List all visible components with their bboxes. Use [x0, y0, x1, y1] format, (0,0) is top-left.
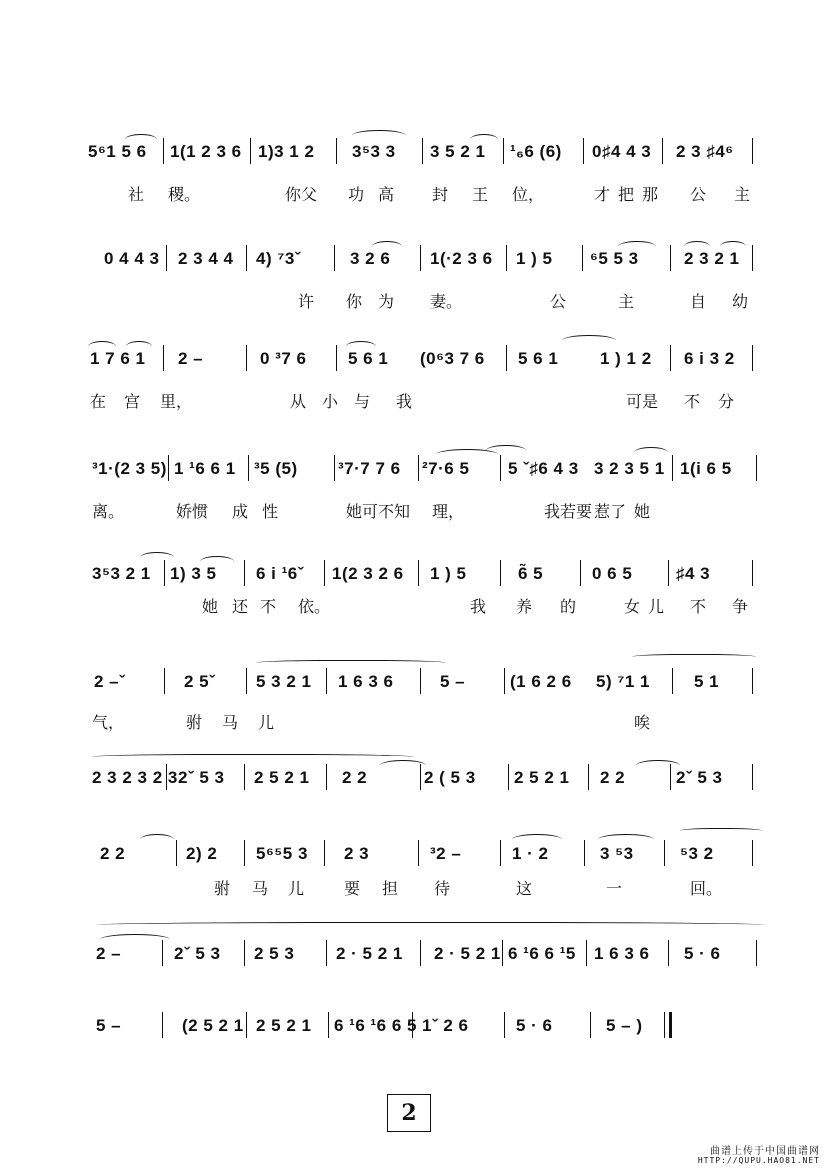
lyric: 不	[690, 597, 707, 616]
barline	[244, 940, 245, 966]
lyric: 她	[634, 502, 651, 521]
barline	[162, 1012, 163, 1038]
lyric: 担	[382, 879, 399, 898]
barline	[326, 668, 327, 694]
measure: 5 6 1	[518, 349, 559, 368]
measure: 6̃ 5	[518, 564, 544, 583]
lyrics-row	[0, 876, 826, 902]
lyric: 气，	[92, 713, 125, 732]
lyrics-row	[0, 289, 826, 315]
slur-mark	[562, 335, 616, 346]
measure: 6 ¹6 6 ¹5	[508, 944, 576, 963]
measure: 3⁵3 2 1	[92, 564, 151, 583]
slur-mark	[470, 134, 498, 145]
lyric: 公	[690, 185, 707, 204]
final-barline	[669, 1012, 672, 1038]
measure: 1(2 3 2 6	[332, 564, 404, 583]
barline	[250, 138, 251, 164]
barline	[590, 1012, 591, 1038]
lyric: 唉	[634, 713, 651, 732]
barline	[166, 764, 167, 790]
lyric: 儿	[648, 597, 665, 616]
barline	[418, 455, 419, 481]
barline	[336, 138, 337, 164]
measure: 2 5ˇ	[184, 672, 216, 691]
measure: 0♯4 4 3	[592, 142, 652, 161]
measure: ³7·7 7 6	[338, 459, 401, 478]
measure: ♯4 3	[676, 564, 711, 583]
measure: 2 –	[96, 944, 122, 963]
measure: 2 2	[100, 844, 126, 863]
lyric: 她	[202, 597, 219, 616]
barline	[756, 455, 757, 481]
measure: (1 6 2 6	[510, 672, 572, 691]
notation-row	[0, 455, 826, 485]
barline	[670, 245, 671, 271]
measure: (2 5 2 1	[182, 1016, 244, 1035]
lyric: 性	[262, 502, 279, 521]
measure: 1 ) 5	[430, 564, 467, 583]
measure: 5 – )	[606, 1016, 643, 1035]
measure: 1)3 1 2	[258, 142, 315, 161]
barline	[670, 345, 671, 371]
slur-mark	[372, 241, 402, 252]
lyric: 我	[396, 392, 413, 411]
lyric: 许	[298, 292, 315, 311]
slur-mark	[92, 754, 414, 761]
lyric: 这	[516, 879, 533, 898]
page-number-text: 2	[401, 1100, 417, 1126]
measure: 3 2 3 5 1	[594, 459, 665, 478]
lyric: 在	[90, 392, 107, 411]
measure: 2 3 2 1	[684, 249, 740, 268]
barline	[756, 940, 757, 966]
barline	[752, 245, 753, 271]
measure: 2 · 5 2 1	[336, 944, 403, 963]
barline	[672, 668, 673, 694]
measure: 2 5 2 1	[256, 1016, 312, 1035]
barline	[504, 668, 505, 694]
measure: 2 –	[178, 349, 204, 368]
barline	[176, 840, 177, 866]
lyric: 待	[434, 879, 451, 898]
lyric: 公	[550, 292, 567, 311]
barline	[244, 560, 245, 586]
lyric: 才	[594, 185, 611, 204]
barline	[672, 455, 673, 481]
barline	[324, 840, 325, 866]
barline	[752, 345, 753, 371]
measure: 1 7 6 1	[90, 349, 146, 368]
lyric: 封	[432, 185, 449, 204]
lyric: 你	[346, 292, 363, 311]
slur-mark	[140, 552, 174, 563]
slur-mark	[684, 241, 710, 252]
measure: ³5 (5)	[254, 459, 298, 478]
lyric: 女	[624, 597, 641, 616]
measure: (0⁶3 7 6	[420, 349, 485, 368]
lyric: 争	[732, 597, 749, 616]
slur-mark	[96, 922, 766, 929]
barline	[244, 840, 245, 866]
barline	[508, 764, 509, 790]
barline	[248, 455, 249, 481]
measure: 6 i ¹6ˇ	[256, 564, 304, 583]
lyric: 驸	[214, 879, 231, 898]
lyric: 可是	[626, 392, 659, 411]
measure: 5⁶1 5 6	[88, 142, 147, 161]
slur-mark	[598, 834, 654, 845]
measure: 2ˇ 5 3	[178, 768, 225, 787]
measure: 5 1	[694, 672, 720, 691]
barline	[668, 940, 669, 966]
measure: 2 2	[600, 768, 626, 787]
slur-mark	[126, 341, 152, 352]
lyric: 我若要	[544, 502, 593, 521]
lyric: 娇惯	[176, 502, 209, 521]
footer-url: HTTP://QUPU.HAO81.NET	[697, 1156, 820, 1165]
lyric: 马	[252, 879, 269, 898]
lyric: 我	[470, 597, 487, 616]
slur-mark	[680, 828, 762, 835]
lyric: 的	[560, 597, 577, 616]
barline	[246, 245, 247, 271]
measure: ³2 –	[430, 844, 462, 863]
lyric: 宫	[124, 392, 141, 411]
barline	[668, 560, 669, 586]
measure: 1 6 3 6	[338, 672, 394, 691]
measure: 1(1 2 3 6	[170, 142, 242, 161]
measure: 5 ˇ♯6 4 3	[508, 459, 579, 478]
barline	[422, 138, 423, 164]
lyric: 你父	[285, 185, 318, 204]
measure: 2ˇ 5 3	[174, 944, 221, 963]
measure: 0 6 5	[592, 564, 633, 583]
measure: 5 –	[96, 1016, 122, 1035]
measure: 3 5 2 1	[430, 142, 486, 161]
notation-row	[0, 764, 826, 794]
barline	[326, 940, 327, 966]
footer-credit: 曲谱上传于中国曲谱网	[710, 1146, 820, 1157]
measure: 2ˇ 5 3	[676, 768, 723, 787]
notation-row	[0, 245, 826, 275]
measure: 1(·2 3 6	[430, 249, 493, 268]
lyric: 里，	[160, 392, 193, 411]
barline	[752, 840, 753, 866]
measure: 2 3 ♯4⁶	[676, 142, 734, 161]
measure: ⁶5 5 3	[590, 249, 639, 268]
slur-mark	[352, 130, 406, 141]
barline	[500, 840, 501, 866]
measure: 2 5 3	[254, 944, 295, 963]
lyric: 那	[642, 185, 659, 204]
measure: 5 6 1	[348, 349, 389, 368]
slur-mark	[100, 934, 170, 945]
measure: 2 ( 5 3	[424, 768, 476, 787]
lyric: 惹了	[594, 502, 627, 521]
barline	[500, 560, 501, 586]
slur-mark	[618, 241, 656, 252]
measure: 3 2 6	[350, 249, 391, 268]
measure: 0 ³7 6	[260, 349, 307, 368]
notation-row	[0, 138, 826, 168]
measure: 1 ) 1 2	[600, 349, 652, 368]
measure: 0 4 4 3	[104, 249, 160, 268]
barline	[580, 560, 581, 586]
lyric: 不	[260, 597, 277, 616]
lyric: 分	[718, 392, 735, 411]
barline	[506, 345, 507, 371]
barline	[328, 1012, 329, 1038]
measure: 5 · 6	[684, 944, 721, 963]
lyric: 位，	[512, 185, 545, 204]
measure: 5⁶⁵5 3	[256, 844, 308, 863]
barline	[752, 668, 753, 694]
measure: 1ˇ 2 6	[422, 1016, 469, 1035]
measure: 2 3 2 3 2 3	[92, 768, 178, 787]
lyric: 儿	[288, 879, 305, 898]
barline	[412, 1012, 413, 1038]
slur-mark	[720, 241, 746, 252]
lyric: 主	[618, 292, 635, 311]
lyric: 驸	[186, 713, 203, 732]
lyric: 小	[322, 392, 339, 411]
lyric: 与	[354, 392, 371, 411]
slur-mark	[512, 834, 562, 845]
barline	[504, 1012, 505, 1038]
barline	[588, 764, 589, 790]
barline	[166, 245, 167, 271]
measure: ¹₆6 (6)	[510, 142, 562, 161]
barline	[582, 245, 583, 271]
measure: 2 3 4 4	[178, 249, 234, 268]
lyric: 幼	[732, 292, 749, 311]
barline	[662, 138, 663, 164]
page-number	[387, 1094, 431, 1132]
lyrics-row	[0, 594, 826, 620]
barline	[244, 764, 245, 790]
lyric: 养	[516, 597, 533, 616]
measure: 5 –	[440, 672, 466, 691]
measure: 3⁵3 3	[352, 142, 396, 161]
slur-mark	[636, 760, 680, 771]
barline	[163, 345, 164, 371]
lyric: 主	[734, 185, 751, 204]
notation-row	[0, 940, 826, 970]
lyric: 依。	[298, 597, 331, 616]
measure: 1) 3 5	[170, 564, 217, 583]
measure: 1 · 2	[512, 844, 549, 863]
measure: 1 ¹6 6 1	[174, 459, 236, 478]
measure: 2 –ˇ	[94, 672, 126, 691]
barline	[502, 940, 503, 966]
barline	[324, 560, 325, 586]
barline	[752, 764, 753, 790]
lyric: 马	[222, 713, 239, 732]
slur-mark	[88, 341, 116, 352]
measure: 5) ⁷1 1	[596, 672, 650, 691]
barline	[418, 840, 419, 866]
barline	[334, 245, 335, 271]
barline	[334, 455, 335, 481]
lyric: 为	[378, 292, 395, 311]
measure: ³1·(2 3 5)	[92, 459, 167, 478]
barline	[168, 455, 169, 481]
slur-mark	[140, 834, 174, 845]
barline	[246, 1012, 247, 1038]
lyric: 功	[348, 185, 365, 204]
notation-row	[0, 345, 826, 375]
lyric: 要	[344, 879, 361, 898]
measure: ⁵3 2	[680, 844, 714, 863]
lyrics-row	[0, 499, 826, 525]
lyric: 高	[378, 185, 395, 204]
measure: 6 i 3 2	[684, 349, 735, 368]
barline	[584, 840, 585, 866]
barline	[664, 1012, 665, 1038]
barline	[420, 668, 421, 694]
measure: 2 · 5 2 1	[434, 944, 501, 963]
measure: 5 · 6	[516, 1016, 553, 1035]
measure: 5 3 2 1	[256, 672, 312, 691]
barline	[246, 668, 247, 694]
measure: 4) ⁷3ˇ	[256, 249, 301, 268]
barline	[752, 138, 753, 164]
lyric: 从	[290, 392, 307, 411]
barline	[586, 940, 587, 966]
lyrics-row	[0, 710, 826, 736]
measure: 2 5 2 1	[514, 768, 570, 787]
barline	[506, 245, 507, 271]
notation-row	[0, 668, 826, 698]
lyric: 稷。	[168, 185, 201, 204]
measure: ²7·6 5	[422, 459, 470, 478]
measure: 2 5 2 1	[254, 768, 310, 787]
notation-row	[0, 560, 826, 590]
lyric: 不	[684, 392, 701, 411]
barline	[326, 764, 327, 790]
lyric: 她可不知	[346, 502, 411, 521]
lyric: 妻。	[430, 292, 463, 311]
lyrics-row	[0, 389, 826, 415]
measure: 1 ) 5	[516, 249, 553, 268]
lyric: 儿	[258, 713, 275, 732]
slur-mark	[256, 660, 446, 667]
lyric: 理，	[432, 502, 465, 521]
barline	[164, 668, 165, 694]
barline	[420, 245, 421, 271]
lyric: 成	[232, 502, 249, 521]
barline	[752, 560, 753, 586]
lyric: 把	[618, 185, 635, 204]
barline	[420, 940, 421, 966]
lyric: 社	[128, 185, 145, 204]
barline	[500, 455, 501, 481]
lyric: 回。	[690, 879, 723, 898]
measure: 6 ¹6 ¹6 6 5	[334, 1016, 417, 1035]
barline	[246, 345, 247, 371]
slur-mark	[346, 341, 376, 352]
measure: 2) 2	[186, 844, 218, 863]
barline	[583, 138, 584, 164]
barline	[418, 560, 419, 586]
barline	[163, 138, 164, 164]
slur-mark	[632, 654, 756, 661]
lyric: 一	[606, 879, 623, 898]
slur-mark	[200, 556, 234, 567]
slur-mark	[125, 134, 157, 145]
measure: 3 ⁵3	[600, 844, 634, 863]
notation-row	[0, 840, 826, 870]
measure: 2 3	[344, 844, 370, 863]
lyric: 离。	[92, 502, 125, 521]
slur-mark	[380, 760, 426, 771]
barline	[336, 345, 337, 371]
slur-mark	[634, 447, 668, 458]
barline	[664, 840, 665, 866]
lyrics-row	[0, 182, 826, 208]
slur-mark	[486, 445, 526, 456]
measure: 2 2	[342, 768, 368, 787]
notation-row	[0, 1012, 826, 1042]
lyric: 自	[690, 292, 707, 311]
barline	[164, 560, 165, 586]
lyric: 还	[232, 597, 249, 616]
barline	[503, 138, 504, 164]
lyric: 王	[472, 185, 489, 204]
measure: 1 6 3 6	[594, 944, 650, 963]
measure: 1(i 6 5	[680, 459, 732, 478]
